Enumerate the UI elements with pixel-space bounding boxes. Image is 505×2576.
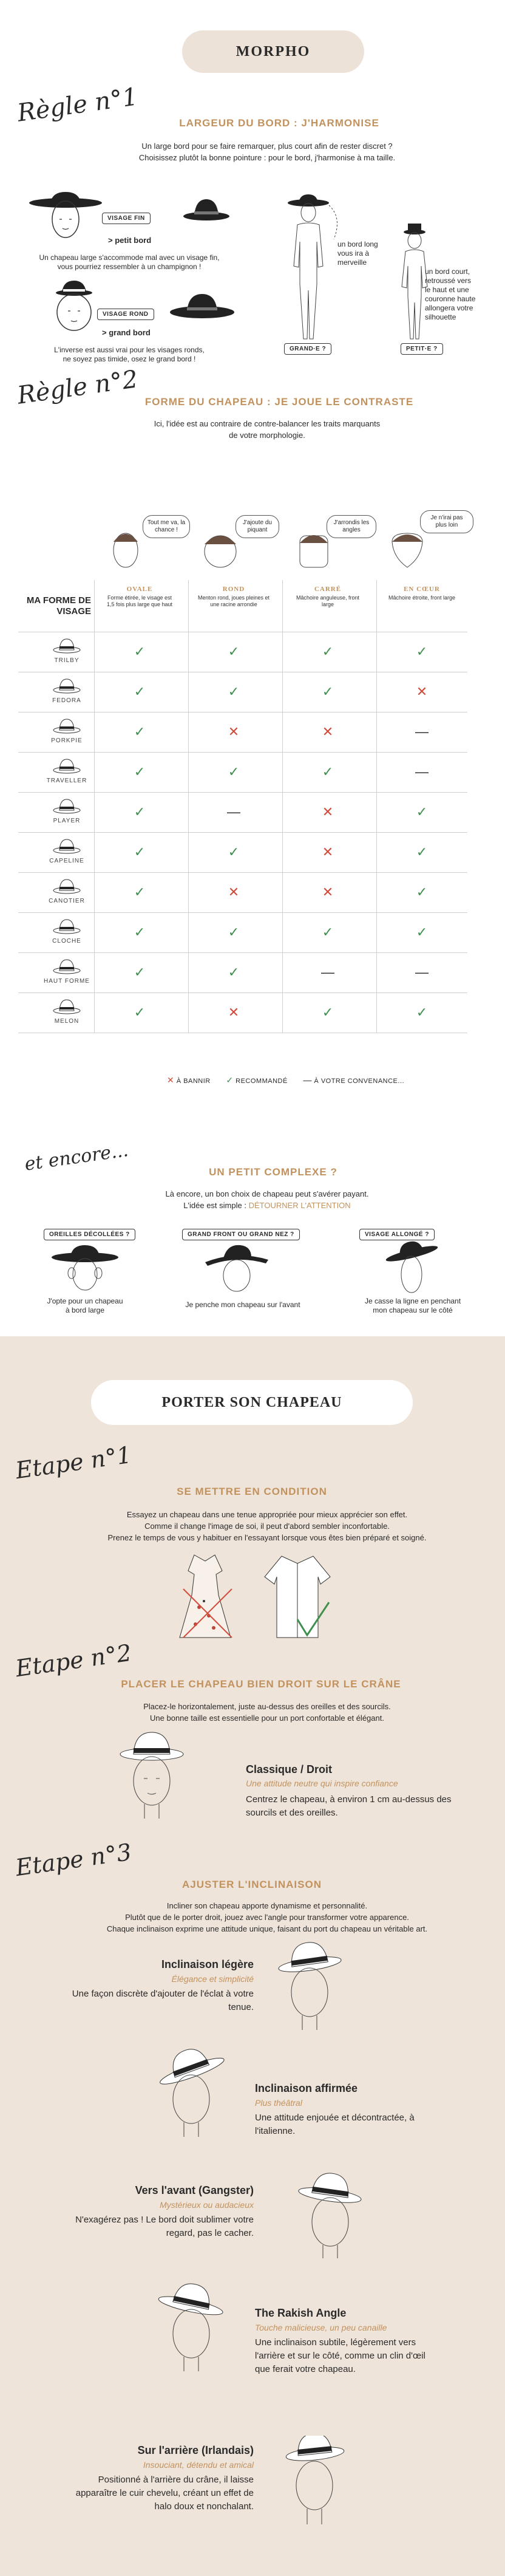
etape2-heading: PLACER LE CHAPEAU BIEN DROIT SUR LE CRÂNE xyxy=(121,1678,401,1690)
front-text-1: Je penche mon chapeau sur l'avant xyxy=(185,1300,300,1309)
col-carre xyxy=(291,586,364,608)
etape2-script: Etape n°2 xyxy=(13,1639,134,1683)
table-row-label: CANOTIER xyxy=(49,898,85,904)
grand-text-1: un bord long xyxy=(337,240,378,248)
style4-sub: Touche malicieuse, un peu canaille xyxy=(255,2323,387,2332)
regle2-intro-2: de votre morphologie. xyxy=(229,431,305,440)
col-ovale-desc: Forme étirée, le visage est 1,5 fois plus large que haut xyxy=(106,595,173,607)
dash-icon: — xyxy=(415,965,429,980)
style2-text-2: l'italienne. xyxy=(255,2126,296,2136)
cross-icon: ✕ xyxy=(322,884,334,900)
style1-text-2: tenue. xyxy=(228,2002,254,2012)
table-row-divider xyxy=(18,752,467,753)
check-icon: ✓ xyxy=(134,1005,146,1020)
check-icon: ✓ xyxy=(228,844,240,859)
cross-icon: ✕ xyxy=(322,724,334,739)
table-label-1: MA FORME DE xyxy=(26,595,91,606)
style5-text-1: Positionné à l'arrière du crâne, il laisse xyxy=(98,2475,254,2485)
table-row-label: TRAVELLER xyxy=(46,777,87,784)
style4-text-3: que ferait votre chapeau. xyxy=(255,2364,356,2374)
etape3-heading: AJUSTER L'INCLINAISON xyxy=(182,1879,322,1890)
col-ovale xyxy=(103,586,176,608)
bubble-carre: J'arrondis les angles xyxy=(327,515,376,538)
style4-text-1: Une inclinaison subtile, légèrement vers xyxy=(255,2337,416,2348)
petit-text-3: le haut et une xyxy=(425,285,469,294)
table-hat-icon xyxy=(52,957,82,975)
regle1-intro-1: Un large bord pour se faire remarquer, plus court afin de rester discret ? xyxy=(141,142,393,151)
check-icon: ✓ xyxy=(134,804,146,819)
legend-dash-icon: — xyxy=(303,1075,312,1085)
face-classique-icon xyxy=(109,1730,194,1821)
complexe-intro-2-prefix: L'idée est simple : xyxy=(183,1201,249,1210)
regle1-heading: LARGEUR DU BORD : J'HARMONISE xyxy=(179,117,379,129)
check-icon: ✓ xyxy=(134,764,146,779)
legend-recommande: RECOMMANDÉ xyxy=(236,1078,288,1085)
dress-icon xyxy=(171,1553,238,1644)
oreilles-text-2: à bord large xyxy=(65,1306,105,1314)
complexe-intro-2-accent: DÉTOURNER L'ATTENTION xyxy=(248,1201,351,1210)
face-gangster-icon xyxy=(288,2168,373,2260)
check-icon: ✓ xyxy=(322,924,334,940)
table-hat-icon xyxy=(52,717,82,735)
shirt-icon xyxy=(261,1553,334,1644)
etape3-script: Etape n°3 xyxy=(13,1838,134,1882)
check-icon: ✓ xyxy=(134,844,146,859)
etape3-text-2: Plutôt que de le porter droit, jouez avec l'angle pour transformer votre apparence. xyxy=(125,1913,409,1922)
face-allonge-icon xyxy=(375,1240,448,1295)
complexe-script: et encore... xyxy=(23,1139,130,1175)
regle1-intro-2: Choisissez plutôt la bonne pointure : pour le bord, j'harmonise à ma taille. xyxy=(138,153,396,162)
classic-sub: Une attitude neutre qui inspire confiance xyxy=(246,1778,398,1788)
grand-tag: GRAND·E ? xyxy=(284,343,331,355)
col-rond xyxy=(197,586,270,608)
regle2-script: Règle n°2 xyxy=(15,365,140,410)
check-icon: ✓ xyxy=(416,804,428,819)
cross-icon: ✕ xyxy=(416,684,428,699)
col-carre-name: CARRÉ xyxy=(314,586,342,593)
check-icon: ✓ xyxy=(134,924,146,940)
style3-sub: Mystérieux ou audacieux xyxy=(160,2200,254,2210)
etape1-text-3: Prenez le temps de vous y habituer en l'essayant lorsque vous êtes bien préparé et soigné. xyxy=(107,1533,427,1542)
face-ovale-icon xyxy=(104,527,147,570)
col-coeur-name: EN CŒUR xyxy=(404,586,440,593)
fin-result: > petit bord xyxy=(108,236,152,245)
visage-fin-tag: VISAGE FIN xyxy=(102,213,151,224)
style4-title: The Rakish Angle xyxy=(255,2307,347,2319)
check-icon: ✓ xyxy=(228,644,240,659)
cross-icon: ✕ xyxy=(322,804,334,819)
petit-text-2: retroussé vers xyxy=(425,276,472,285)
petit-tag: PETIT·E ? xyxy=(401,343,443,355)
silhouette-grand-icon xyxy=(271,193,350,351)
table-row-label: HAUT FORME xyxy=(44,978,90,985)
petit-text-1: un bord court, xyxy=(425,267,470,276)
rond-text-1: L'inverse est aussi vrai pour les visages ronds, xyxy=(54,346,205,354)
check-icon: ✓ xyxy=(228,764,240,779)
hat-small-brim-icon xyxy=(182,196,231,222)
complexe-intro-1: Là encore, un bon choix de chapeau peut s'avérer payant. xyxy=(165,1189,369,1198)
complexe-intro-2 xyxy=(79,1200,455,1211)
check-icon: ✓ xyxy=(134,884,146,900)
table-hat-icon xyxy=(52,837,82,855)
cross-icon: ✕ xyxy=(228,724,240,739)
style5-text-3: halo doux et nonchalant. xyxy=(154,2501,254,2512)
regle1-script: Règle n°1 xyxy=(15,83,140,128)
etape3-text-3: Chaque inclinaison exprime une attitude unique, faisant du port du chapeau un véritable art. xyxy=(106,1924,428,1933)
col-coeur xyxy=(385,586,458,601)
face-front-icon xyxy=(200,1244,273,1293)
check-icon: ✓ xyxy=(322,764,334,779)
check-icon: ✓ xyxy=(134,724,146,739)
legend-bannir: À BANNIR xyxy=(176,1078,211,1085)
rond-text-2: ne soyez pas timide, osez le grand bord ! xyxy=(63,355,196,363)
face-legere-icon xyxy=(267,1940,352,2031)
check-icon: ✓ xyxy=(416,844,428,859)
bubble-coeur: Je n'irai pas plus loin xyxy=(420,510,473,533)
classic-title: Classique / Droit xyxy=(246,1763,333,1775)
cross-icon: ✕ xyxy=(228,1005,240,1020)
style2-sub: Plus théâtral xyxy=(255,2098,302,2108)
etape2-text-2: Une bonne taille est essentielle pour un port confortable et élégant. xyxy=(150,1713,384,1723)
style1-title: Inclinaison légère xyxy=(161,1958,254,1970)
style5-sub: Insouciant, détendu et amical xyxy=(143,2460,254,2470)
check-icon: ✓ xyxy=(416,884,428,900)
hat-large-brim-icon xyxy=(169,290,236,321)
check-icon: ✓ xyxy=(322,684,334,699)
style1-sub: Élégance et simplicité xyxy=(171,1974,254,1984)
check-icon: ✓ xyxy=(416,924,428,940)
grand-text-2: vous ira à xyxy=(337,249,370,258)
face-irlandais-icon xyxy=(272,2436,357,2527)
col-coeur-desc: Mâchoire étroite, front large xyxy=(388,595,456,601)
check-icon: ✓ xyxy=(322,644,334,659)
dash-icon: — xyxy=(227,804,240,819)
check-icon: ✓ xyxy=(134,965,146,980)
petit-text-4: couronne haute xyxy=(425,295,476,303)
table-hat-icon xyxy=(52,917,82,935)
table-row-divider xyxy=(18,912,467,913)
col-rond-name: ROND xyxy=(222,586,245,593)
face-carre-icon xyxy=(293,527,335,570)
style4-text-2: l'arrière et sur le côté, comme un clin d'œil xyxy=(255,2351,425,2361)
dash-icon: — xyxy=(321,965,334,980)
petit-text-6: silhouette xyxy=(425,313,456,321)
complexe-tag-oreilles: OREILLES DÉCOLLÉES ? xyxy=(44,1229,135,1240)
bubble-rond: J'ajoute du piquant xyxy=(236,515,279,538)
check-icon: ✓ xyxy=(134,684,146,699)
table-hat-icon xyxy=(52,677,82,695)
legend-convenance: À VOTRE CONVENANCE... xyxy=(314,1078,405,1085)
rond-result: > grand bord xyxy=(102,328,151,337)
fin-text-2: vous pourriez ressembler à un champignon ! xyxy=(57,262,202,271)
etape1-script: Etape n°1 xyxy=(13,1441,134,1484)
check-icon: ✓ xyxy=(416,1005,428,1020)
face-fin-icon xyxy=(29,192,108,241)
etape1-heading: SE METTRE EN CONDITION xyxy=(177,1486,327,1497)
col-rond-desc: Menton rond, joues pleines et une racine arrondie xyxy=(197,595,270,607)
etape2-text-1: Placez-le horizontalement, juste au-dessus des oreilles et des sourcils. xyxy=(143,1702,391,1711)
check-icon: ✓ xyxy=(228,684,240,699)
check-icon: ✓ xyxy=(134,644,146,659)
porter-title: PORTER SON CHAPEAU xyxy=(161,1395,342,1410)
table-row-label: CAPELINE xyxy=(49,858,84,864)
bubble-ovale: Tout me va, la chance ! xyxy=(143,515,190,538)
face-rond-col-icon xyxy=(199,527,242,570)
style3-title: Vers l'avant (Gangster) xyxy=(135,2184,254,2196)
oreilles-text-1: J'opte pour un chapeau xyxy=(47,1297,123,1305)
etape1-text-1: Essayez un chapeau dans une tenue appropriée pour mieux apprécier son effet. xyxy=(126,1510,408,1519)
grand-text-3: merveille xyxy=(337,258,367,267)
regle2-heading: FORME DU CHAPEAU : JE JOUE LE CONTRASTE xyxy=(144,396,414,408)
table-hat-icon xyxy=(52,877,82,895)
style3-text-2: regard, pas le cacher. xyxy=(166,2228,254,2238)
col-ovale-name: OVALE xyxy=(126,586,153,593)
table-row-label: FEDORA xyxy=(52,697,81,704)
table-hat-icon xyxy=(52,997,82,1016)
table-row-label: PORKPIE xyxy=(51,737,83,744)
legend-check-icon: ✓ xyxy=(226,1075,234,1085)
allonge-text-2: mon chapeau sur le côté xyxy=(373,1306,453,1314)
table-hat-icon xyxy=(52,637,82,655)
table-label-2: VISAGE xyxy=(56,606,91,617)
classic-text-1: Centrez le chapeau, à environ 1 cm au-dessus des xyxy=(246,1794,452,1805)
table-row-divider xyxy=(18,792,467,793)
style5-text-2: apparaître le cuir chevelu, créant un effet de xyxy=(75,2488,254,2498)
regle2-intro-1: Ici, l'idée est au contraire de contre-balancer les traits marquants xyxy=(154,419,381,428)
complexe-tag-allonge: VISAGE ALLONGÉ ? xyxy=(359,1229,435,1240)
col-carre-desc: Mâchoire anguleuse, front large xyxy=(296,595,360,607)
fin-text-1: Un chapeau large s'accommode mal avec un visage fin, xyxy=(39,253,220,262)
table-col-divider xyxy=(282,580,283,1033)
table-hat-icon xyxy=(52,757,82,775)
dash-icon: — xyxy=(415,724,429,739)
face-coeur-icon xyxy=(386,527,429,570)
table-col-divider xyxy=(376,580,377,1033)
check-icon: ✓ xyxy=(228,924,240,940)
face-oreilles-icon xyxy=(49,1244,121,1293)
table-row-divider xyxy=(18,832,467,833)
table-row-label: MELON xyxy=(54,1018,80,1025)
table-hat-icon xyxy=(52,797,82,815)
legend xyxy=(167,1075,404,1085)
style3-text-1: N'exagérez pas ! Le bord doit sublimer votre xyxy=(75,2215,254,2225)
style5-title: Sur l'arrière (Irlandais) xyxy=(137,2444,254,2456)
cross-icon: ✕ xyxy=(228,884,240,900)
check-icon: ✓ xyxy=(322,1005,334,1020)
cross-icon: ✕ xyxy=(322,844,334,859)
table-row-divider xyxy=(18,872,467,873)
face-rakish-icon xyxy=(146,2281,237,2373)
dash-icon: — xyxy=(415,764,429,779)
table-col-divider xyxy=(94,580,95,1033)
table-row-divider xyxy=(18,952,467,953)
visage-rond-tag: VISAGE ROND xyxy=(97,309,154,320)
face-rond-icon xyxy=(50,281,98,335)
check-icon: ✓ xyxy=(228,965,240,980)
classic-text-2: sourcils et des oreilles. xyxy=(246,1808,338,1818)
table-col-divider xyxy=(188,580,189,1033)
face-affirmee-icon xyxy=(146,2047,237,2138)
table-row-label: PLAYER xyxy=(53,818,81,824)
table-row-divider xyxy=(18,992,467,993)
complexe-tag-front: GRAND FRONT OU GRAND NEZ ? xyxy=(182,1229,300,1240)
style2-text-1: Une attitude enjouée et décontractée, à xyxy=(255,2113,415,2123)
allonge-text-1: Je casse la ligne en penchant xyxy=(364,1297,461,1305)
etape3-text-1: Incliner son chapeau apporte dynamisme et personnalité. xyxy=(166,1901,368,1910)
complexe-heading: UN PETIT COMPLEXE ? xyxy=(209,1166,337,1178)
table-row-label: TRILBY xyxy=(54,657,80,664)
style1-text-1: Une façon discrète d'ajouter de l'éclat à votre xyxy=(72,1989,254,1999)
check-icon: ✓ xyxy=(416,644,428,659)
table-row-label: CLOCHE xyxy=(52,938,81,945)
etape1-text-2: Comme il change l'image de soi, il peut d'abord sembler inconfortable. xyxy=(144,1522,390,1531)
style2-title: Inclinaison affirmée xyxy=(255,2082,358,2094)
morpho-title: MORPHO xyxy=(236,44,311,60)
legend-cross-icon: ✕ xyxy=(167,1075,175,1085)
petit-text-5: allongera votre xyxy=(425,304,473,312)
